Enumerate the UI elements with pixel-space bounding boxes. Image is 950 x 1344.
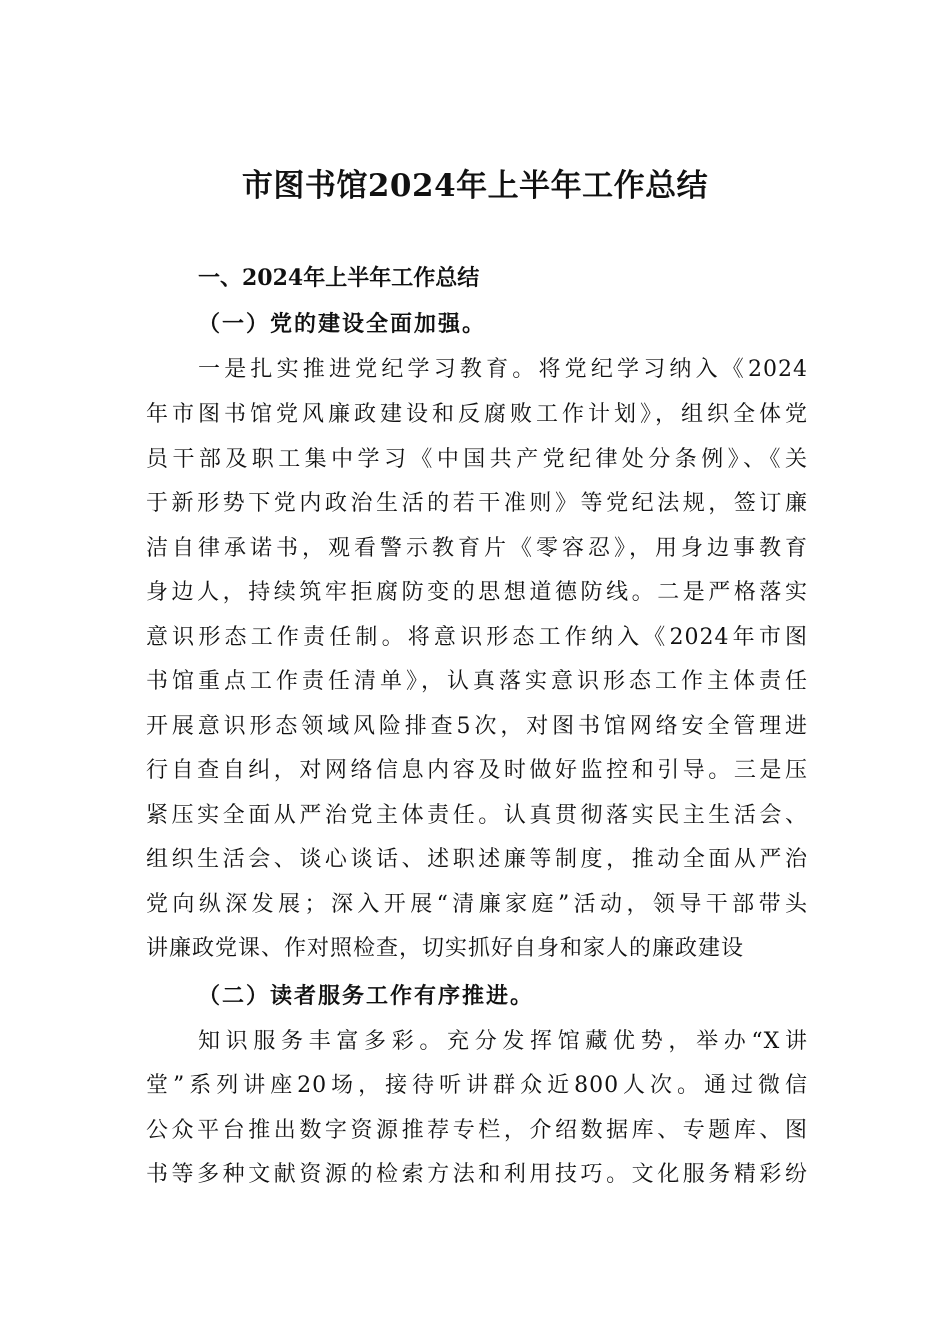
paragraph-line: 行自查自纠，对网络信息内容及时做好监控和引导。三是压	[146, 758, 808, 783]
paragraph-line: 于新形势下党内政治生活的若干准则》等党纪法规，签订廉	[146, 491, 808, 516]
paragraph-line: 开展意识形态领域风险排查5次，对图书馆网络安全管理进	[146, 714, 808, 739]
paragraph-line: 一是扎实推进党纪学习教育。将党纪学习纳入《2024	[198, 357, 808, 382]
paragraph-line: 紧压实全面从严治党主体责任。认真贯彻落实民主生活会、	[146, 803, 808, 828]
section-heading-1: 一、2024年上半年工作总结	[198, 265, 480, 291]
subsection-heading-2: （二）读者服务工作有序推进。	[198, 983, 535, 1009]
paragraph-line: 讲廉政党课、作对照检查，切实抓好自身和家人的廉政建设	[146, 936, 745, 961]
paragraph-line: 书馆重点工作责任清单》，认真落实意识形态工作主体责任	[146, 669, 808, 694]
paragraph-line: 员干部及职工集中学习《中国共产党纪律处分条例》、《关	[146, 447, 808, 472]
paragraph-line: 身边人，持续筑牢拒腐防变的思想道德防线。二是严格落实	[146, 580, 808, 605]
paragraph-line: 洁自律承诺书，观看警示教育片《零容忍》，用身边事教育	[146, 536, 808, 561]
paragraph-line: 组织生活会、谈心谈话、述职述廉等制度，推动全面从严治	[146, 847, 808, 872]
paragraph-line: 公众平台推出数字资源推荐专栏，介绍数据库、专题库、图	[146, 1118, 808, 1143]
paragraph-line: 意识形态工作责任制。将意识形态工作纳入《2024年市图	[146, 625, 808, 650]
paragraph-line: 堂”系列讲座20场，接待听讲群众近800人次。通过微信	[146, 1073, 808, 1098]
paragraph-line: 党向纵深发展；深入开展“清廉家庭”活动，领导干部带头	[146, 892, 808, 917]
paragraph-line: 年市图书馆党风廉政建设和反腐败工作计划》，组织全体党	[146, 402, 808, 427]
page-title: 市图书馆2024年上半年工作总结	[241, 168, 709, 204]
paragraph-line: 知识服务丰富多彩。充分发挥馆藏优势，举办“X讲	[198, 1029, 808, 1054]
subsection-heading-1: （一）党的建设全面加强。	[198, 311, 487, 337]
paragraph-line: 书等多种文献资源的检索方法和利用技巧。文化服务精彩纷	[146, 1162, 808, 1187]
